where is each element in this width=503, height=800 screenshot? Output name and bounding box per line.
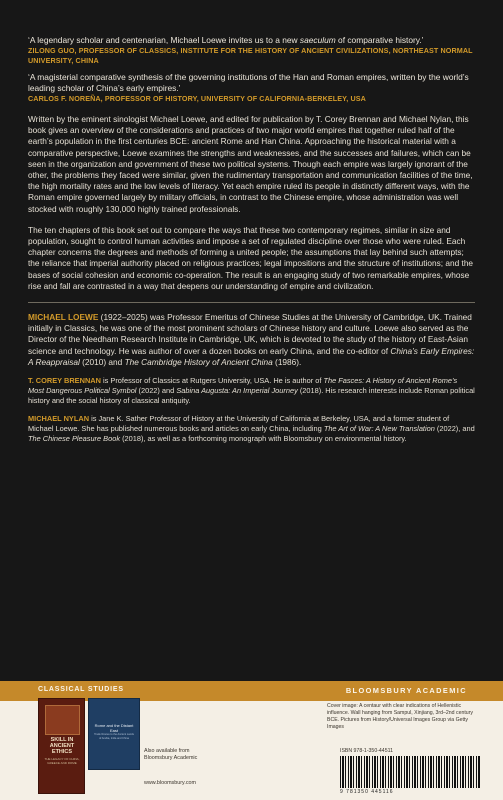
bio-nylan: MICHAEL NYLAN is Jane K. Sather Professor of History at the University of California at Berkeley, USA, and a former student of Michael Loewe. She has published numerous books and articles on early China, including The Art of War: A New Translation (2022), and The Chinese Pleasure Book (2018), as well as a forthcoming monograph with Bloomsbury on environmental history. bbox=[28, 414, 475, 444]
book-title: Rome and the Distant East bbox=[94, 723, 134, 733]
editor-name: T. COREY BRENNAN bbox=[28, 376, 101, 386]
book-subtitle: Trade Routes to the Ancient Lands of Arabia, India and China bbox=[94, 733, 134, 740]
book-cover-skill-in-ancient-ethics bbox=[38, 698, 85, 794]
description-paragraph-1: Written by the eminent sinologist Michael Loewe, and edited for publication by T. Corey Brennan and Michael Nylan, this book gives an overview of the considerations and practices of two major world empires that together ruled half of the earth’s population in the first centuries BCE: ancient Rome and Han China. Approaching the historical material with a comparative perspective, Loewe examines the strengths and weaknesses, and the successes and failures, which can be seen in the organization and government of these two political systems. Though each empire was largely ignorant of the other, the problems they faced were similar, given the rudimentary transportation and communication facilities of the time, the high mortality rates and the low levels of literacy. Yet each empire ruled its people in distinctly different ways, with the Roman empire governed largely by military officials, in contrast to the Chinese empire, whose administration was well stocked with roughly 130,000 highly trained professionals. bbox=[28, 114, 473, 214]
book-cover-rome-and-the-distant-east bbox=[88, 698, 140, 770]
publisher-logo: BLOOMSBURY ACADEMIC bbox=[345, 686, 467, 695]
quote-1-attribution: ZILONG GUO, PROFESSOR OF CLASSICS, INSTITUTE FOR THE HISTORY OF ANCIENT CIVILIZATIONS, NORTHEAST NORMAL UNIVERSITY, CHINA bbox=[28, 46, 473, 65]
website-link: www.bloomsbury.com bbox=[144, 780, 197, 786]
quote-2-attribution: CARLOS F. NOREÑA, PROFESSOR OF HISTORY, UNIVERSITY OF CALIFORNIA-BERKELEY, USA bbox=[28, 94, 366, 103]
quote-2 bbox=[28, 72, 475, 104]
isbn-label: ISBN 978-1-350-44511 bbox=[340, 748, 393, 754]
book-subtitle: THE LEGACY OF CHINA, GREECE AND ROME bbox=[44, 757, 80, 765]
editor-name: MICHAEL NYLAN bbox=[28, 414, 90, 424]
divider bbox=[28, 302, 475, 303]
barcode bbox=[340, 756, 480, 788]
book-cover-image bbox=[45, 705, 80, 735]
bio-loewe: MICHAEL LOEWE (1922–2025) was Professor Emeritus of Chinese Studies at the University of Cambridge, UK. Trained initially in Classics, he was one of the most prominent scholars of Chinese history and culture. Loewe also served as the Director of the Needham Research Institute in Cambridge, UK, which is devoted to the study of the history of East-Asian science and technology. He was author of over a dozen books on early China, and the co-editor of China’s Early Empires: A Reappraisal (2010) and The Cambridge History of Ancient China (1986). bbox=[28, 312, 475, 367]
series-label: CLASSICAL STUDIES bbox=[38, 686, 124, 693]
author-name: MICHAEL LOEWE bbox=[28, 312, 99, 323]
quote-1 bbox=[28, 35, 475, 66]
cover-image-caption: Cover image: A centaur with clear indications of Hellenistic influence. Wall hanging from Sampul, Xinjiang, 3rd–2nd century BCE. Pictures from History/Universal Images Group via Getty Images bbox=[327, 703, 474, 730]
bio-brennan: T. COREY BRENNAN is Professor of Classics at Rutgers University, USA. He is author of The Fasces: A History of Ancient Rome’s Most Dangerous Political Symbol (2022) and Sabina Augusta: An Imperial Journey (2018). His research interests include Roman political history and the social history of classical antiquity. bbox=[28, 376, 475, 406]
quote-1-text: ‘A legendary scholar and centenarian, Michael Loewe invites us to a new saeculum of comparative history.’ bbox=[28, 35, 424, 45]
quote-2-text: ‘A magisterial comparative synthesis of the governing institutions of the Han and Roman empires, written by the world’s leading scholar of China’s early empires.’ bbox=[28, 72, 469, 93]
description-paragraph-2: The ten chapters of this book set out to compare the ways that these two contemporary regimes, similar in size and population, sought to control human activities and impose a set of regulated discipline over those who were ruled. Each chapter concerns the degrees and methods of forming a united people; the assumptions that lay behind such attempts; the reliance that imperial authority placed on religious practices; legal impositions and the structure of institutions; and the bases of social cohesion and economic co-operation. The result is an engaging study of two remarkable empires, whose rise and fall are contrasted in a way that deepens our understanding of empire and civilization. bbox=[28, 224, 474, 291]
text-block bbox=[28, 35, 475, 444]
book-title: SKILL IN ANCIENT ETHICS bbox=[49, 737, 75, 755]
also-available-text: Also available from Bloomsbury Academic bbox=[144, 748, 198, 762]
barcode-digits: 9 781350 445116 bbox=[340, 789, 394, 795]
